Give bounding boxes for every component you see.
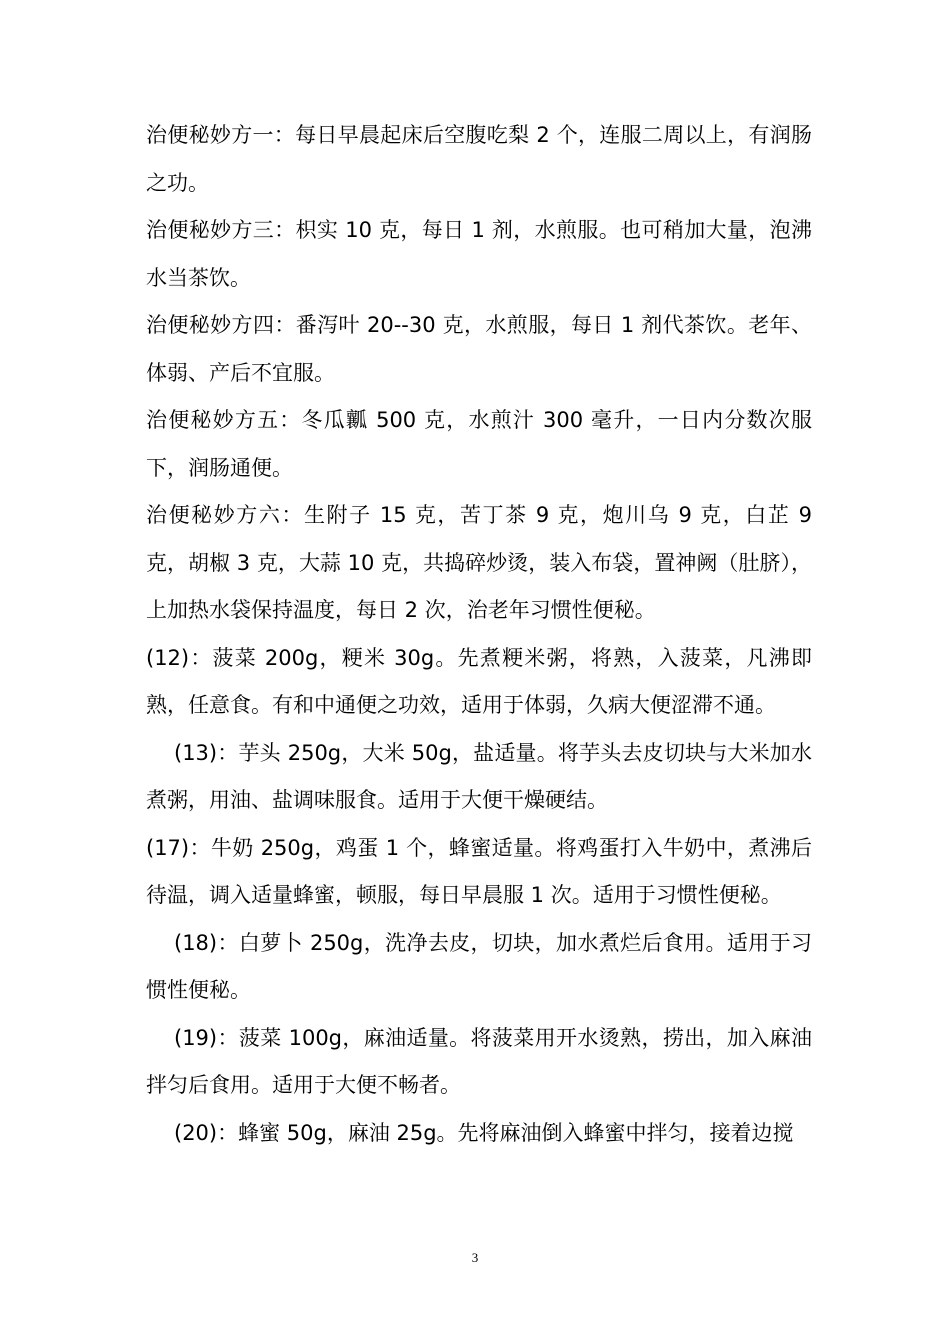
document-body: [146, 112, 812, 1157]
paragraph-remedy-1: 治便秘妙方一：每日早晨起床后空腹吃梨 2 个，连服二周以上，有润肠之功。: [146, 123, 812, 195]
paragraph-remedy-4: 治便秘妙方四：番泻叶 20--30 克，水煎服，每日 1 剂代茶饮。老年、体弱、产后不宜服。: [146, 313, 812, 385]
paragraph-remedy-5: 治便秘妙方五：冬瓜瓤 500 克，水煎汁 300 毫升，一日内分数次服下，润肠通便。: [146, 408, 812, 480]
page-number: 3: [471, 1250, 479, 1265]
paragraph-item-17: (17)：牛奶 250g，鸡蛋 1 个，蜂蜜适量。将鸡蛋打入牛奶中，煮沸后待温，调入适量蜂蜜，顿服，每日早晨服 1 次。适用于习惯性便秘。: [146, 835, 812, 907]
paragraph-item-13: (13)：芋头 250g，大米 50g，盐适量。将芋头去皮切块与大米加水煮粥，用油、盐调味服食。适用于大便干燥硬结。: [146, 740, 812, 812]
paragraph-item-20: (20)：蜂蜜 50g，麻油 25g。先将麻油倒入蜂蜜中拌匀，接着边搅: [174, 1120, 794, 1145]
paragraph-item-12: (12)：菠菜 200g，粳米 30g。先煮粳米粥，将熟，入菠菜，凡沸即熟，任意食。有和中通便之功效，适用于体弱，久病大便涩滞不通。: [146, 645, 812, 717]
paragraph-item-18: (18)：白萝卜 250g，洗净去皮，切块，加水煮烂后食用。适用于习惯性便秘。: [146, 930, 812, 1002]
paragraph-remedy-6: 治便秘妙方六：生附子 15 克，苦丁茶 9 克，炮川乌 9 克，白芷 9 克，胡椒 3 克，大蒜 10 克，共捣碎炒烫，装入布袋，置神阙（肚脐），上加热水袋保持温度，每日 2 次，治老年习惯性便秘。: [146, 503, 812, 622]
paragraph-remedy-3: 治便秘妙方三：枳实 10 克，每日 1 剂，水煎服。也可稍加大量，泡沸水当茶饮。: [146, 218, 812, 290]
paragraph-item-19: (19)：菠菜 100g，麻油适量。将菠菜用开水烫熟，捞出，加入麻油拌匀后食用。适用于大便不畅者。: [146, 1025, 812, 1097]
